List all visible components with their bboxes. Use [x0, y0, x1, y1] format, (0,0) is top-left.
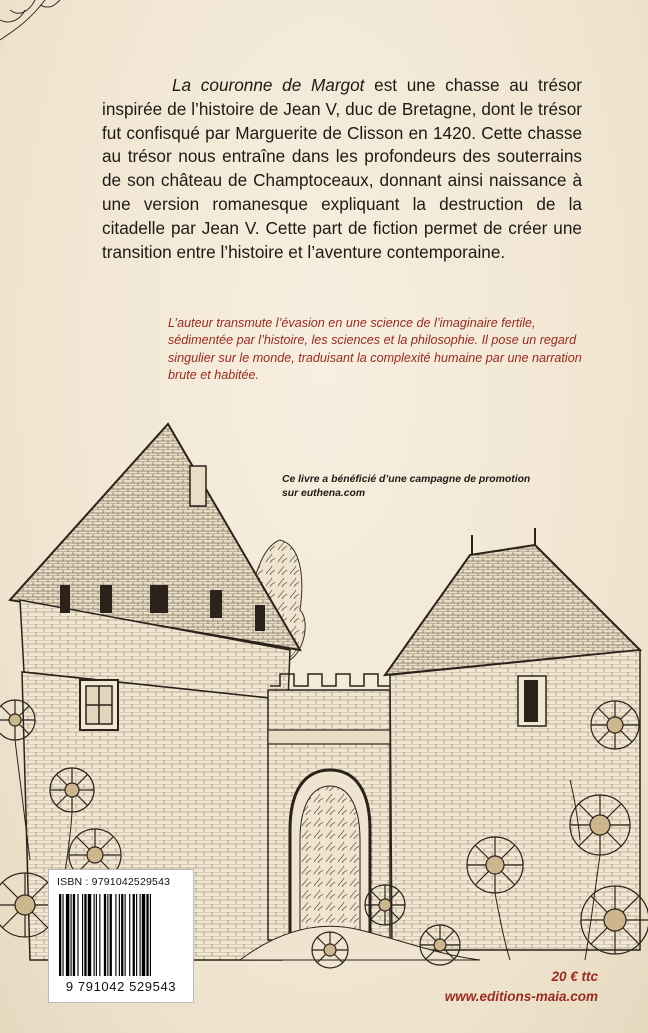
left-tower-window [80, 680, 118, 730]
barcode-bar [66, 894, 69, 976]
barcode-bar [88, 894, 91, 976]
right-tower-window [518, 676, 546, 726]
barcode-bar [62, 894, 63, 976]
barcode-bar [94, 894, 95, 976]
barcode-bar [146, 894, 148, 976]
summary-body: est une chasse au trésor inspirée de l’histoire de Jean V, duc de Bretagne, dont le trésor fut confisqué par Marguerite de Clisson en 1420. Cette chasse au trésor nous entraîne dans les profondeurs des souterrains de son château de Champtoceaux, donnant ainsi naissance à une version romanesque expliquant la destruction de la citadelle par Jean V. Cette part de fiction permet de créer une transition entre l’histoire et l’aventure contemporaine. [102, 75, 582, 262]
barcode-bar [136, 894, 137, 976]
barcode-bar [59, 894, 61, 976]
barcode-bar [121, 894, 123, 976]
promo-line-2: sur euthena.com [282, 488, 366, 499]
isbn-label: ISBN : 9791042529543 [57, 876, 171, 888]
barcode-bar [140, 894, 141, 976]
barcode-bar [107, 894, 108, 976]
barcode-bar [142, 894, 145, 976]
corner-foliage [0, 0, 60, 40]
barcode-bar [150, 894, 151, 976]
gatehouse [268, 674, 392, 940]
barcode-bar [96, 894, 97, 976]
barcode-bar [119, 894, 120, 976]
price: 20 € ttc [551, 969, 598, 984]
barcode-bar [99, 894, 100, 976]
barcode-bar [115, 894, 116, 976]
book-summary [102, 74, 582, 264]
barcode-bar [73, 894, 75, 976]
book-title: La couronne de Margot [172, 75, 365, 95]
barcode-bar [84, 894, 86, 976]
isbn-barcode [48, 869, 194, 1003]
barcode-bar [77, 894, 78, 976]
barcode-bar [104, 894, 106, 976]
barcode-bars [55, 894, 187, 978]
barcode-bar [82, 894, 83, 976]
barcode-bar [129, 894, 130, 976]
barcode-bar [125, 894, 126, 976]
promo-line-1: Ce livre a bénéficié d’une campagne de promotion [282, 474, 531, 485]
barcode-bar [133, 894, 135, 976]
promo-note [270, 473, 594, 501]
barcode-digits: 9 791042 529543 [65, 979, 177, 994]
barcode-bar [71, 894, 72, 976]
barcode-bar [110, 894, 112, 976]
publisher-website[interactable]: www.editions-maia.com [444, 989, 598, 1004]
author-note: L’auteur transmute l’évasion en une science de l’imaginaire fertile, sédimentée par l’histoire, les sciences et la philosophie. Il pose un regard singulier sur le monde, traduisant la complexité humaine par une narration brute et habitée. [168, 316, 582, 383]
